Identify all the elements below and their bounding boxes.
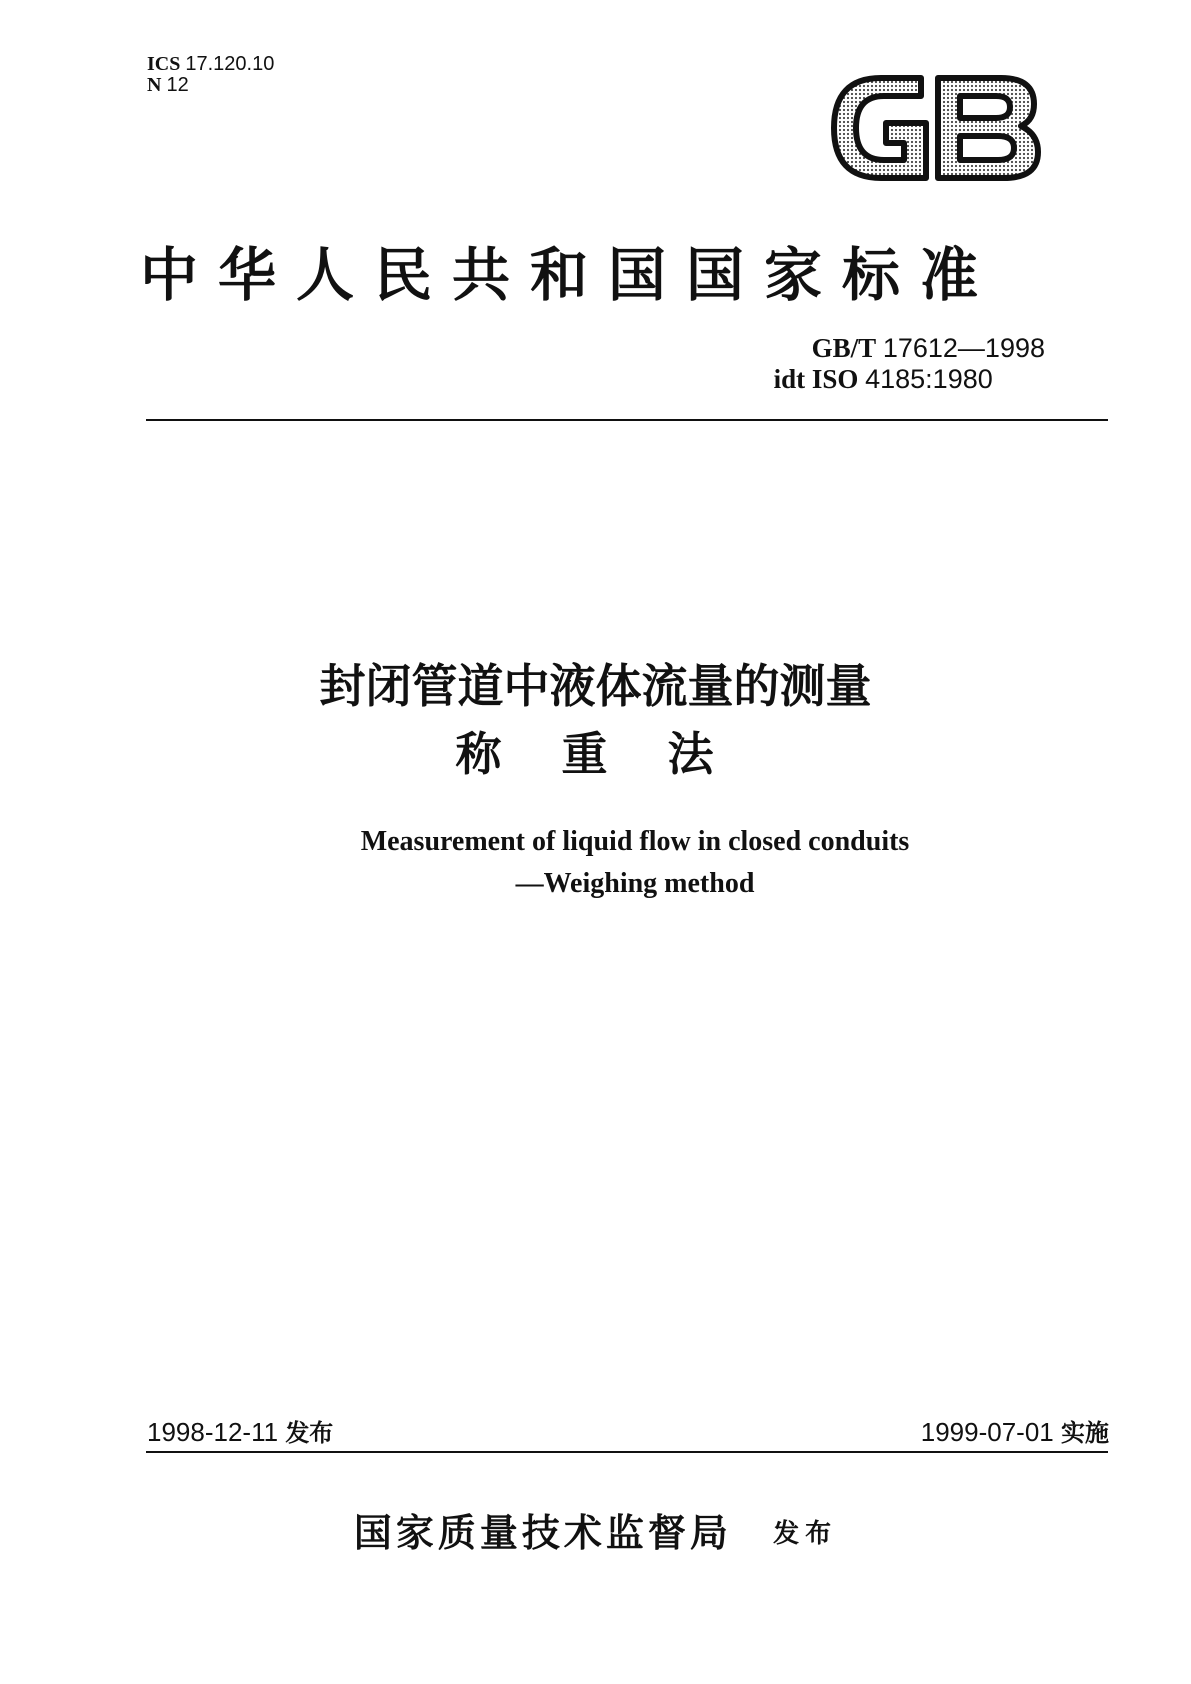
gb-number-line (812, 333, 1045, 364)
idt-number: 4185:1980 (865, 364, 993, 394)
ics-line (147, 54, 274, 75)
national-standard-title: 中华人民共和国国家标准 (140, 241, 999, 309)
ccs-code: 12 (166, 74, 189, 96)
title-en-line2: —Weighing method (515, 868, 755, 899)
title-en-line1: Measurement of liquid flow in closed conduits (360, 826, 910, 857)
ccs-label: N (147, 74, 162, 96)
idt-prefix: idt ISO (773, 364, 859, 394)
classification-codes (147, 54, 274, 96)
gb-number: 17612—1998 (882, 333, 1045, 363)
release-date-block (147, 1413, 333, 1448)
effective-label: 实施 (1061, 1419, 1109, 1447)
effective-date-block (921, 1413, 1109, 1448)
issuer-name: 国家质量技术监督局 (353, 1511, 732, 1555)
idt-line (774, 364, 1045, 395)
release-label: 发布 (285, 1419, 334, 1447)
ics-code: 17.120.10 (185, 53, 275, 75)
issuer-block (0, 1502, 1191, 1557)
ccs-line (147, 75, 274, 96)
gb-logo (826, 68, 1046, 188)
issuer-label: 发布 (773, 1519, 838, 1549)
header-rule (146, 419, 1108, 421)
footer-rule (146, 1451, 1108, 1453)
release-date: 1998-12-11 (147, 1417, 279, 1447)
standard-number-block (773, 333, 1045, 395)
ics-label: ICS (147, 53, 181, 75)
title-cn-line2: 称 重 法 (455, 727, 736, 781)
effective-date: 1999-07-01 (920, 1417, 1054, 1447)
title-cn-line1: 封闭管道中液体流量的测量 (319, 659, 872, 713)
gb-prefix: GB/T (811, 333, 877, 363)
